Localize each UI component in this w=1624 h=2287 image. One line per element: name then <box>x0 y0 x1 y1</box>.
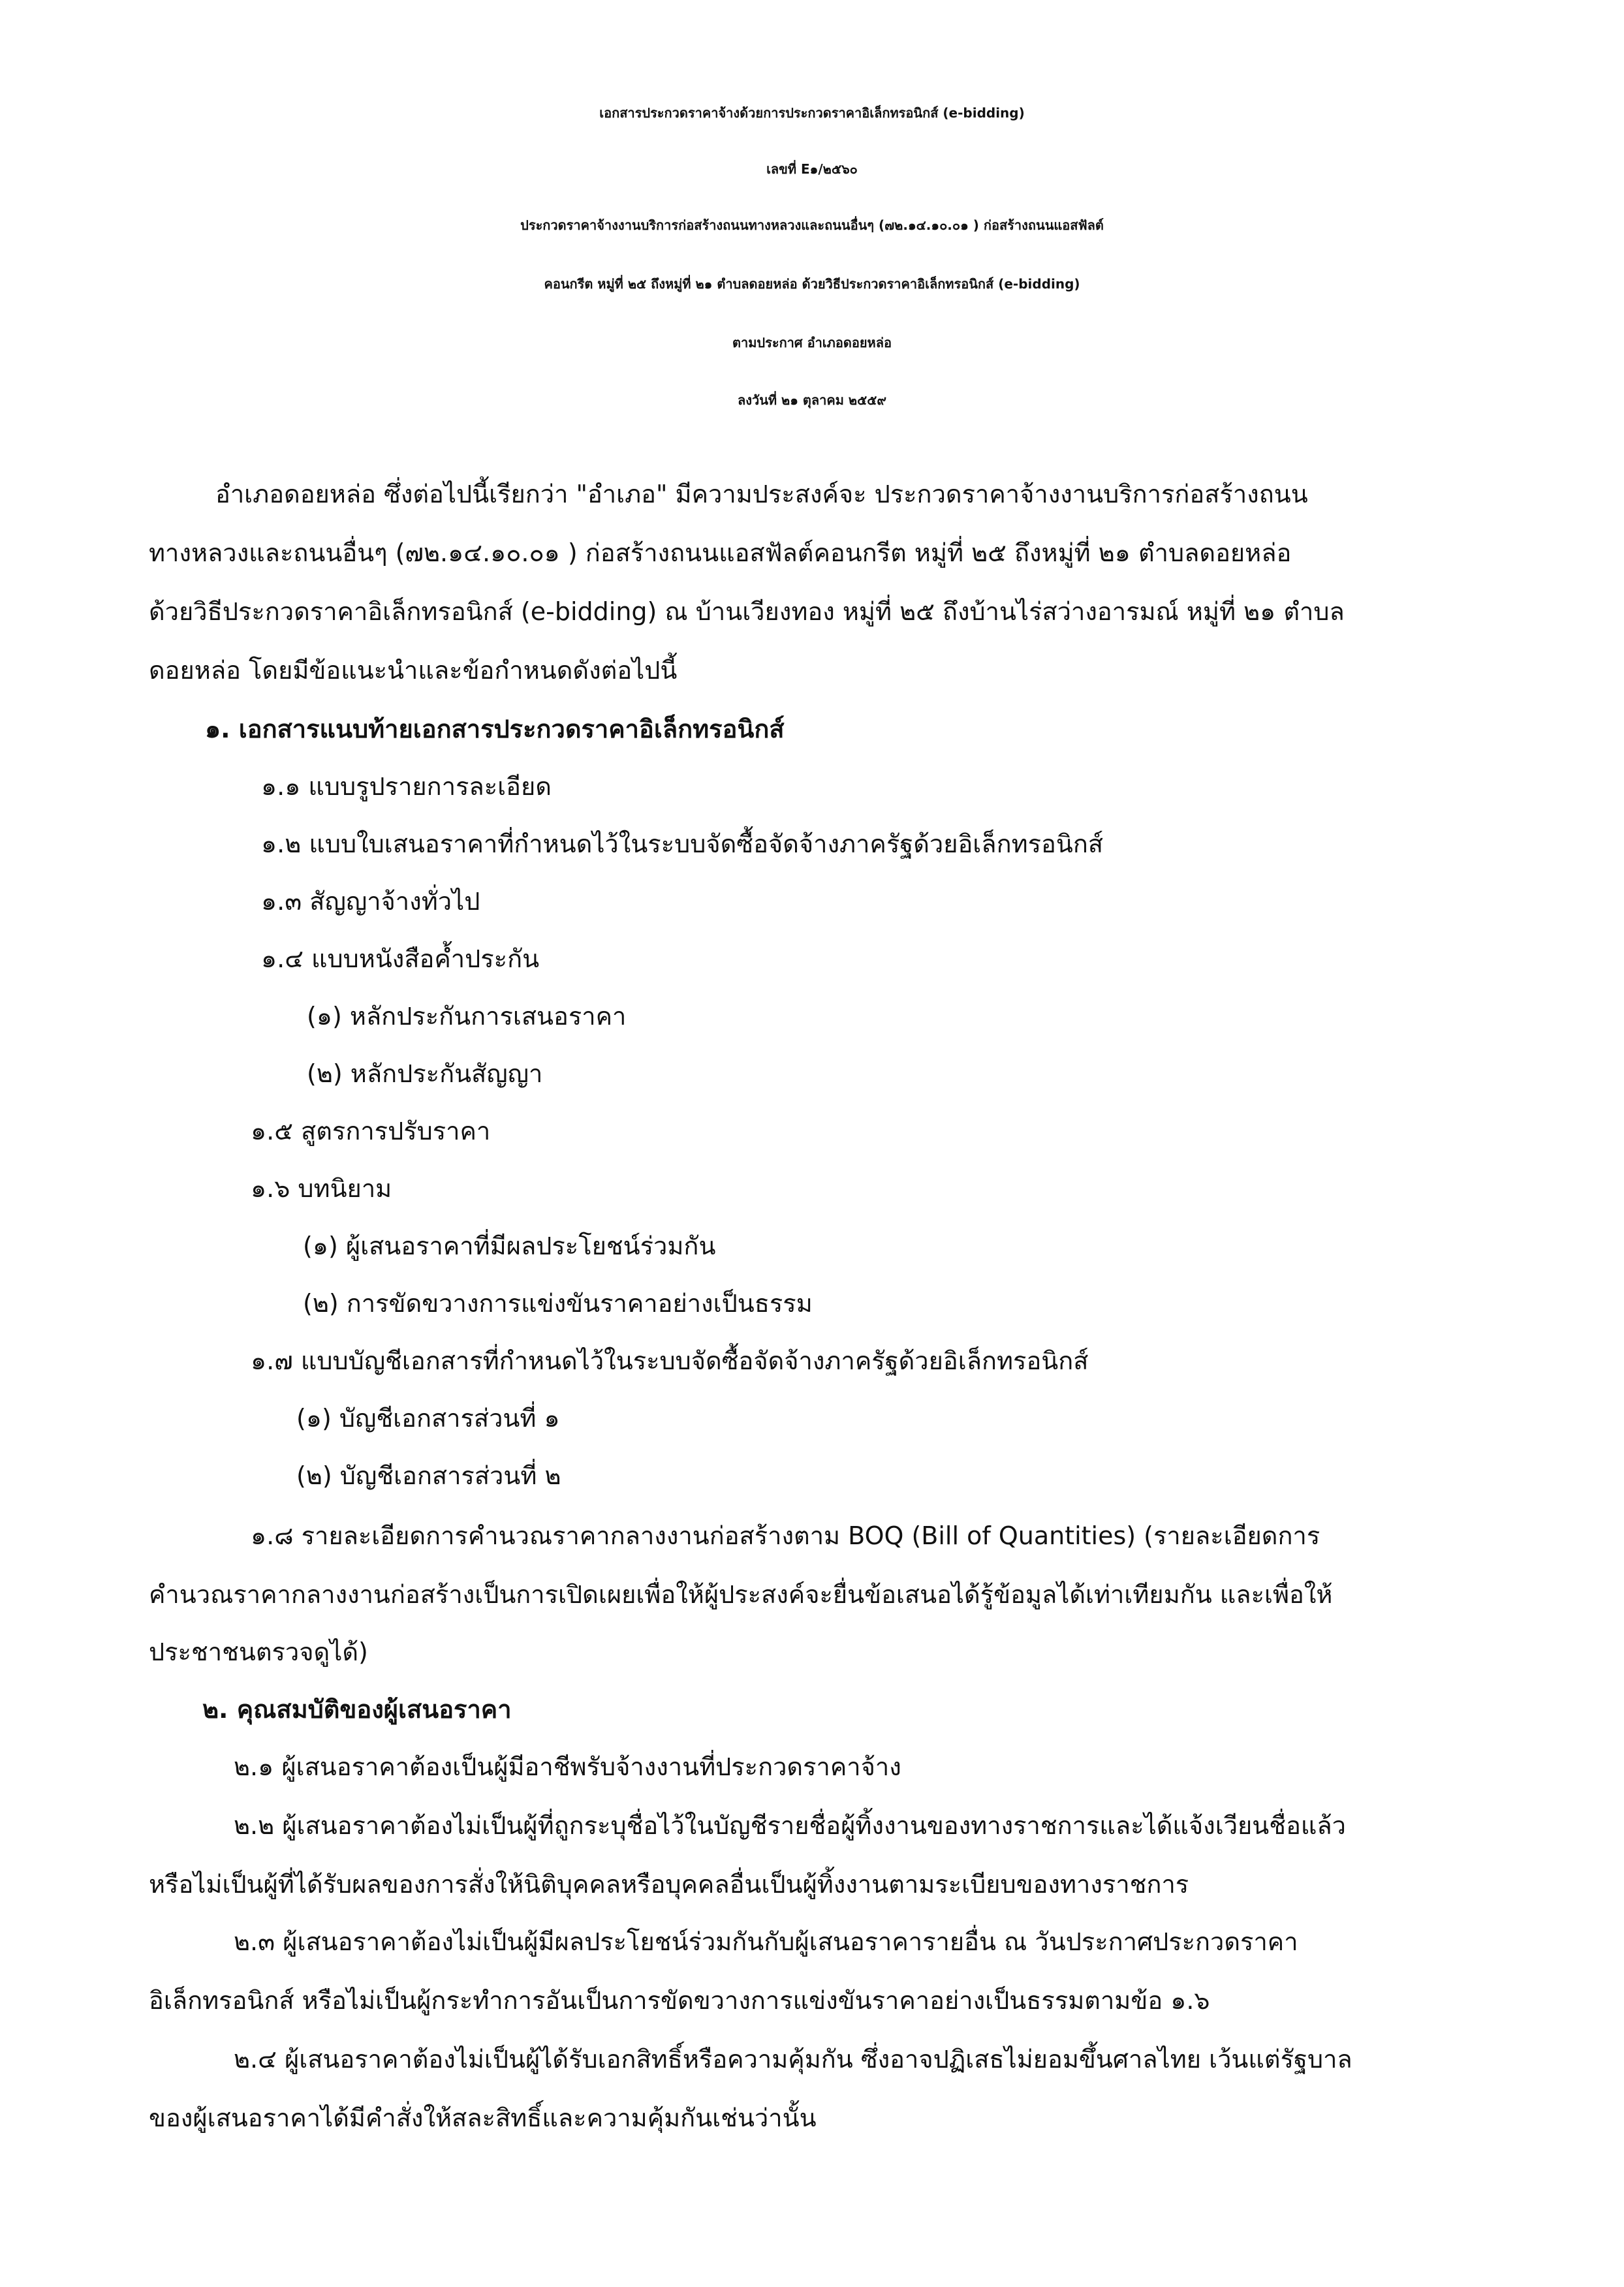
doc-number: เลขที่ E๑/๒๕๖๐ <box>766 161 858 177</box>
item-2-2-line1: ๒.๒ ผู้เสนอราคาต้องไม่เป็นผู้ที่ถูกระบุชื่อไว้ในบัญชีรายชื่อผู้ทิ้งงานของทางราชการและได้แจ้งเวียนชื่อแล้ว <box>234 1811 1347 1840</box>
intro-line3: ด้วยวิธีประกวดราคาอิเล็กทรอนิกส์ (e-bidding) ณ บ้านเวียงทอง หมู่ที่ ๒๕ ถึงบ้านไร่สว่างอารมณ์ หมู่ที่ ๒๑ ตำบล <box>149 597 1345 626</box>
item-1-4-2: (๒) หลักประกันสัญญา <box>307 1059 543 1088</box>
item-1-7-2: (๒) บัญชีเอกสารส่วนที่ ๒ <box>296 1461 561 1490</box>
item-2-1: ๒.๑ ผู้เสนอราคาต้องเป็นผู้มีอาชีพรับจ้างงานที่ประกวดราคาจ้าง <box>234 1752 901 1781</box>
item-1-1: ๑.๑ แบบรูปรายการละเอียด <box>261 772 552 801</box>
item-1-6-2: (๒) การขัดขวางการแข่งขันราคาอย่างเป็นธรรม <box>303 1289 813 1318</box>
doc-title-line4: คอนกรีต หมู่ที่ ๒๕ ถึงหมู่ที่ ๒๑ ตำบลดอยหล่อ ด้วยวิธีประกวดราคาอิเล็กทรอนิกส์ (e-bidding) <box>544 276 1080 292</box>
item-1-8-line2: คำนวณราคากลางงานก่อสร้างเป็นการเปิดเผยเพื่อให้ผู้ประสงค์จะยื่นข้อเสนอได้รู้ข้อมูลได้เท่าเทียมกัน และเพื่อให้ <box>149 1580 1333 1609</box>
item-1-4-1: (๑) หลักประกันการเสนอราคา <box>307 1002 627 1031</box>
item-2-3-line2: อิเล็กทรอนิกส์ หรือไม่เป็นผู้กระทำการอันเป็นการขัดขวางการแข่งขันราคาอย่างเป็นธรรมตามข้อ ๑.๖ <box>149 1986 1210 2015</box>
item-1-2: ๑.๒ แบบใบเสนอราคาที่กำหนดไว้ในระบบจัดซื้อจัดจ้างภาครัฐด้วยอิเล็กทรอนิกส์ <box>261 830 1104 858</box>
doc-title-line1: เอกสารประกวดราคาจ้างด้วยการประกวดราคาอิเล็กทรอนิกส์ (e-bidding) <box>599 105 1025 121</box>
item-1-8-line3: ประชาชนตรวจดูได้) <box>149 1638 368 1666</box>
item-1-6-1: (๑) ผู้เสนอราคาที่มีผลประโยชน์ร่วมกัน <box>303 1232 716 1260</box>
section2-heading: ๒. คุณสมบัติของผู้เสนอราคา <box>202 1695 512 1724</box>
item-1-5: ๑.๕ สูตรการปรับราคา <box>251 1117 491 1145</box>
doc-announcement: ตามประกาศ อำเภอดอยหล่อ <box>732 335 892 350</box>
item-1-7-1: (๑) บัญชีเอกสารส่วนที่ ๑ <box>296 1404 560 1433</box>
item-2-2-line2: หรือไม่เป็นผู้ที่ได้รับผลของการสั่งให้นิติบุคคลหรือบุคคลอื่นเป็นผู้ทิ้งงานตามระเบียบของทางราชการ <box>149 1870 1189 1899</box>
section1-heading: ๑. เอกสารแนบท้ายเอกสารประกวดราคาอิเล็กทรอนิกส์ <box>205 715 785 743</box>
item-2-3-line1: ๒.๓ ผู้เสนอราคาต้องไม่เป็นผู้มีผลประโยชน์ร่วมกันกับผู้เสนอราคารายอื่น ณ วันประกาศประกวดราคา <box>234 1927 1298 1956</box>
item-1-8-line1: ๑.๘ รายละเอียดการคำนวณราคากลางงานก่อสร้างตาม BOQ (Bill of Quantities) (รายละเอียดการ <box>251 1521 1320 1550</box>
intro-line2: ทางหลวงและถนนอื่นๆ (๗๒.๑๔.๑๐.๐๑ ) ก่อสร้างถนนแอสฟัลต์คอนกรีต หมู่ที่ ๒๕ ถึงหมู่ที่ ๒๑ ตำบลดอยหล่อ <box>149 538 1292 567</box>
item-1-7: ๑.๗ แบบบัญชีเอกสารที่กำหนดไว้ในระบบจัดซื้อจัดจ้างภาครัฐด้วยอิเล็กทรอนิกส์ <box>251 1346 1089 1375</box>
item-2-4-line2: ของผู้เสนอราคาได้มีคำสั่งให้สละสิทธิ์และความคุ้มกันเช่นว่านั้น <box>149 2104 817 2132</box>
item-1-3: ๑.๓ สัญญาจ้างทั่วไป <box>261 887 480 916</box>
doc-title-line3: ประกวดราคาจ้างงานบริการก่อสร้างถนนทางหลวงและถนนอื่นๆ (๗๒.๑๔.๑๐.๐๑ ) ก่อสร้างถนนแอสฟัลต์ <box>520 217 1104 233</box>
item-1-4: ๑.๔ แบบหนังสือค้ำประกัน <box>261 944 540 973</box>
intro-line4: ดอยหล่อ โดยมีข้อแนะนำและข้อกำหนดดังต่อไปนี้ <box>149 656 678 685</box>
doc-date: ลงวันที่ ๒๑ ตุลาคม ๒๕๕๙ <box>737 392 887 408</box>
intro-line1: อำเภอดอยหล่อ ซึ่งต่อไปนี้เรียกว่า "อำเภอ" มีความประสงค์จะ ประกวดราคาจ้างงานบริการก่อสร้างถนน <box>215 480 1308 508</box>
item-1-6: ๑.๖ บทนิยาม <box>251 1174 392 1203</box>
item-2-4-line1: ๒.๔ ผู้เสนอราคาต้องไม่เป็นผู้ได้รับเอกสิทธิ์หรือความคุ้มกัน ซึ่งอาจปฏิเสธไม่ยอมขึ้นศาลไทย เว้นแต่รัฐบาล <box>234 2045 1352 2074</box>
